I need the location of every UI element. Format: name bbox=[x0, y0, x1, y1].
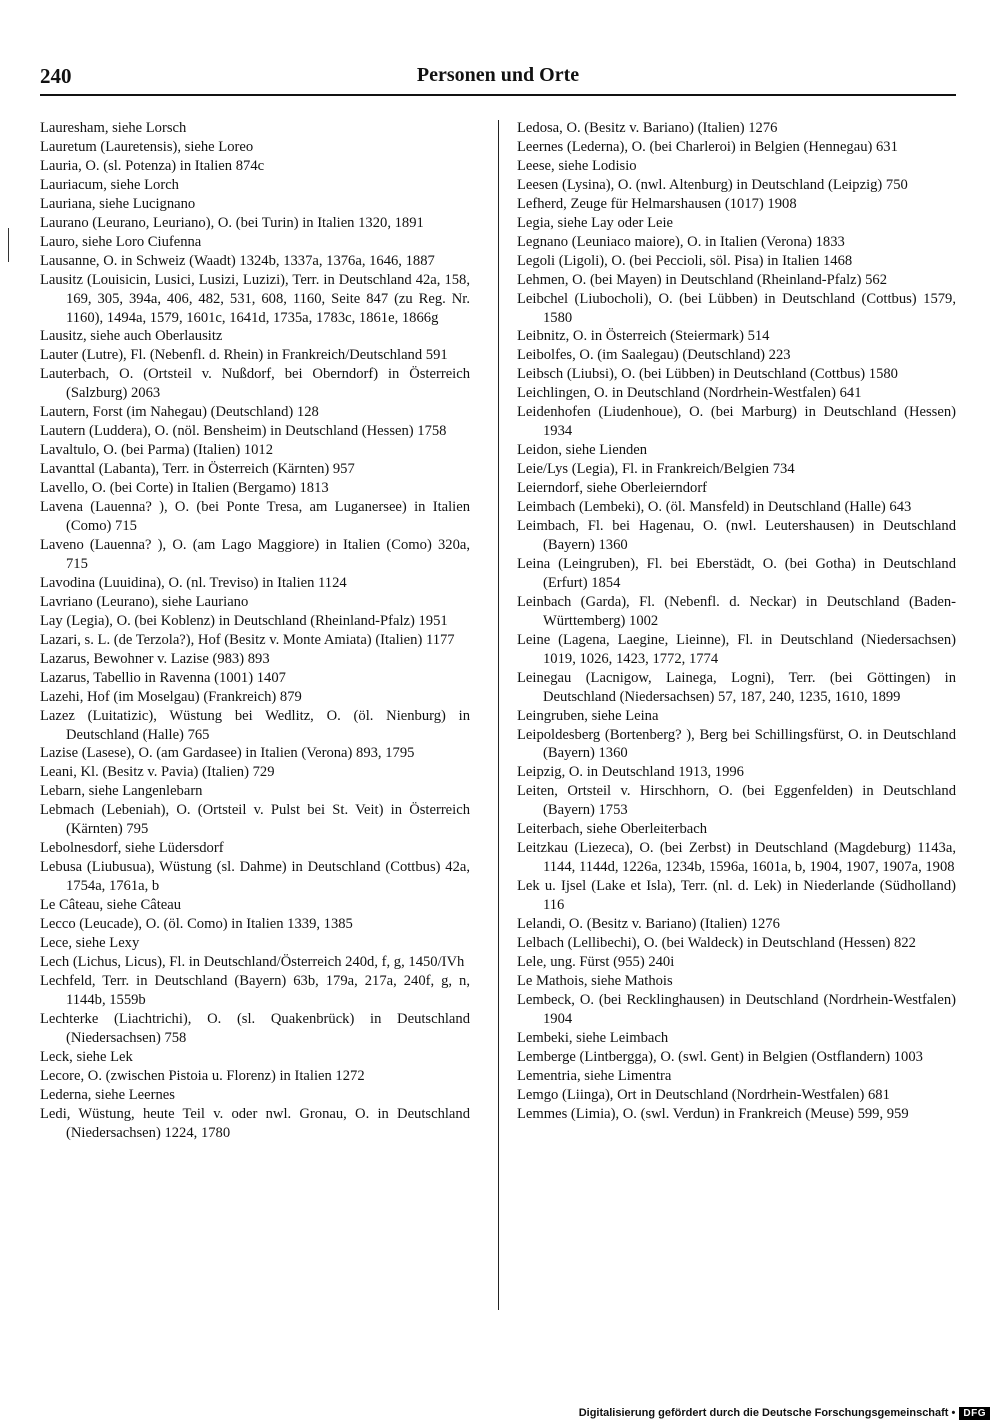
index-entry: Leimbach (Lembeki), O. (öl. Mansfeld) in Deutschland (Halle) 643 bbox=[517, 499, 912, 516]
footer bbox=[579, 1406, 990, 1420]
index-entry: Leernes (Lederna), O. (bei Charleroi) in Belgien (Hennegau) 631 bbox=[517, 138, 898, 155]
index-entry: Lauretum (Lauretensis), siehe Loreo bbox=[40, 138, 254, 155]
index-entry: Lech (Lichus, Licus), Fl. in Deutschland/Österreich 240d, f, g, 1450/IVh bbox=[40, 953, 465, 970]
index-entry: Lazez (Luitatizic), Wüstung bei Wedlitz, O. (öl. Nienburg) in Deutschland (Halle) 765 bbox=[40, 707, 470, 743]
index-entry: Lazarus, Tabellio in Ravenna (1001) 1407 bbox=[40, 669, 286, 686]
index-entry: Lemberge (Lintbergga), O. (swl. Gent) in Belgien (Ostflandern) 1003 bbox=[517, 1048, 923, 1065]
index-entry: Leinegau (Lacnigow, Lainega, Logni), Terr. (bei Göttingen) in Deutschland (Niedersachsen) 57, 187, 240, 1235, 1610, 1899 bbox=[517, 669, 956, 705]
index-entry: Lauriana, siehe Lucignano bbox=[40, 195, 196, 212]
index-entry: Leingruben, siehe Leina bbox=[517, 707, 659, 724]
index-entry: Leichlingen, O. in Deutschland (Nordrhein-Westfalen) 641 bbox=[517, 385, 862, 402]
index-entry: Lauter (Lutre), Fl. (Nebenfl. d. Rhein) in Frankreich/Deutschland 591 bbox=[40, 347, 448, 364]
left-column bbox=[40, 119, 470, 1142]
index-entry: Lazehi, Hof (im Moselgau) (Frankreich) 879 bbox=[40, 688, 302, 705]
index-entry: Lautern (Luddera), O. (nöl. Bensheim) in Deutschland (Hessen) 1758 bbox=[40, 423, 447, 440]
index-entry: Leie/Lys (Legia), Fl. in Frankreich/Belgien 734 bbox=[517, 461, 795, 478]
index-entry: Le Mathois, siehe Mathois bbox=[517, 972, 673, 989]
index-entry: Lavodina (Luuidina), O. (nl. Treviso) in Italien 1124 bbox=[40, 574, 347, 591]
index-entry: Leiterbach, siehe Oberleiterbach bbox=[517, 821, 708, 838]
index-entry: Lechterke (Liachtrichi), O. (sl. Quakenbrück) in Deutschland (Niedersachsen) 758 bbox=[40, 1010, 470, 1046]
index-entry: Lemmes (Limia), O. (swl. Verdun) in Frankreich (Meuse) 599, 959 bbox=[517, 1105, 909, 1122]
index-entry: Lay (Legia), O. (bei Koblenz) in Deutschland (Rheinland-Pfalz) 1951 bbox=[40, 612, 448, 629]
right-column bbox=[517, 119, 956, 1124]
index-entry: Leina (Leingruben), Fl. bei Eberstädt, O. (bei Gotha) in Deutschland (Erfurt) 1854 bbox=[517, 555, 956, 591]
index-entry: Legia, siehe Lay oder Leie bbox=[517, 214, 673, 231]
index-entry: Lazarus, Bewohner v. Lazise (983) 893 bbox=[40, 650, 270, 667]
index-entry: Leibnitz, O. in Österreich (Steiermark) 514 bbox=[517, 328, 770, 345]
index-entry: Lavanttal (Labanta), Terr. in Österreich (Kärnten) 957 bbox=[40, 461, 355, 478]
index-entry: Leimbach, Fl. bei Hagenau, O. (nwl. Leutershausen) in Deutschland (Bayern) 1360 bbox=[517, 518, 956, 553]
index-entry: Ledi, Wüstung, heute Teil v. oder nwl. Gronau, O. in Deutschland (Niedersachsen) 1224, 1780 bbox=[40, 1105, 470, 1141]
index-entry: Laveno (Lauenna? ), O. (am Lago Maggiore) in Italien (Como) 320a, 715 bbox=[40, 536, 470, 572]
index-entry: Lebarn, siehe Langenlebarn bbox=[40, 783, 203, 800]
index-entry: Leibsch (Liubsi), O. (bei Lübben) in Deutschland (Cottbus) 1580 bbox=[517, 366, 898, 383]
index-entry: Lelbach (Lellibechi), O. (bei Waldeck) in Deutschland (Hessen) 822 bbox=[517, 934, 916, 951]
index-entry: Lauterbach, O. (Ortsteil v. Nußdorf, bei Oberndorf) in Österreich (Salzburg) 2063 bbox=[40, 366, 470, 402]
index-entry: Lefherd, Zeuge für Helmarshausen (1017) 1908 bbox=[517, 195, 797, 212]
index-entry: Lederna, siehe Leernes bbox=[40, 1086, 175, 1103]
index-entry: Lelandi, O. (Besitz v. Bariano) (Italien) 1276 bbox=[517, 916, 780, 933]
index-entry: Lembeck, O. (bei Recklinghausen) in Deutschland (Nordrhein-Westfalen) 1904 bbox=[517, 991, 956, 1027]
index-entry: Lehmen, O. (bei Mayen) in Deutschland (Rheinland-Pfalz) 562 bbox=[517, 271, 888, 288]
running-title: Personen und Orte bbox=[416, 64, 580, 86]
index-entry: Leipzig, O. in Deutschland 1913, 1996 bbox=[517, 764, 744, 781]
index-entry: Lementria, siehe Limentra bbox=[517, 1067, 672, 1084]
margin-mark bbox=[8, 228, 9, 262]
index-entry: Lembeki, siehe Leimbach bbox=[517, 1029, 669, 1046]
index-entry: Le Câteau, siehe Câteau bbox=[40, 897, 182, 914]
index-entry: Lavriano (Leurano), siehe Lauriano bbox=[40, 593, 249, 610]
index-entry: Lebolnesdorf, siehe Lüdersdorf bbox=[40, 840, 224, 857]
index-entry: Lece, siehe Lexy bbox=[40, 934, 140, 951]
index-entry: Lazise (Lasese), O. (am Gardasee) in Italien (Verona) 893, 1795 bbox=[40, 745, 415, 762]
index-entry: Leese, siehe Lodisio bbox=[517, 157, 637, 174]
index-entry: Lauresham, siehe Lorsch bbox=[40, 120, 187, 136]
index-entry: Lavello, O. (bei Corte) in Italien (Bergamo) 1813 bbox=[40, 480, 329, 497]
dfg-logo: DFG bbox=[959, 1407, 990, 1420]
index-entry: Lavena (Lauenna? ), O. (bei Ponte Tresa, am Luganersee) in Italien (Como) 715 bbox=[40, 499, 470, 535]
index-entry: Lechfeld, Terr. in Deutschland (Bayern) 63b, 179a, 217a, 240f, g, n, 1144b, 1559b bbox=[40, 972, 470, 1008]
index-entry: Leck, siehe Lek bbox=[40, 1048, 133, 1065]
index-entry: Lauriacum, siehe Lorch bbox=[40, 176, 179, 193]
index-entry: Lek u. Ijsel (Lake et Isla), Terr. (nl. d. Lek) in Niederlande (Südholland) 116 bbox=[517, 878, 956, 914]
index-entry: Lemgo (Liinga), Ort in Deutschland (Nordrhein-Westfalen) 681 bbox=[517, 1086, 890, 1103]
index-entry: Lavaltulo, O. (bei Parma) (Italien) 1012 bbox=[40, 442, 274, 459]
index-entry: Lauria, O. (sl. Potenza) in Italien 874c bbox=[40, 157, 265, 174]
index-entry: Leidon, siehe Lienden bbox=[517, 442, 648, 459]
index-entry: Leesen (Lysina), O. (nwl. Altenburg) in Deutschland (Leipzig) 750 bbox=[517, 176, 908, 193]
index-entry: Lautern, Forst (im Nahegau) (Deutschland) 128 bbox=[40, 404, 319, 421]
index-entry: Leibolfes, O. (im Saalegau) (Deutschland) 223 bbox=[517, 347, 791, 364]
index-entry: Lazari, s. L. (de Terzola?), Hof (Besitz v. Monte Amiata) (Italien) 1177 bbox=[40, 631, 455, 648]
index-entry: Lecore, O. (zwischen Pistoia u. Florenz) in Italien 1272 bbox=[40, 1067, 365, 1084]
index-entry: Lausitz, siehe auch Oberlausitz bbox=[40, 328, 223, 345]
index-entry: Ledosa, O. (Besitz v. Bariano) (Italien) 1276 bbox=[517, 120, 778, 136]
index-entry: Leipoldesberg (Bortenberg? ), Berg bei Schillingsfürst, O. in Deutschland (Bayern) 1360 bbox=[517, 726, 956, 762]
index-entry: Lele, ung. Fürst (955) 240i bbox=[517, 953, 675, 970]
index-entry: Lebusa (Liubusua), Wüstung (sl. Dahme) in Deutschland (Cottbus) 42a, 1754a, 1761a, b bbox=[40, 859, 470, 895]
index-entry: Lebmach (Lebeniah), O. (Ortsteil v. Pulst bei St. Veit) in Österreich (Kärnten) 795 bbox=[40, 802, 470, 838]
index-entry: Lauro, siehe Loro Ciufenna bbox=[40, 233, 202, 250]
index-entry: Leidenhofen (Liudenhoue), O. (bei Marburg) in Deutschland (Hessen) 1934 bbox=[517, 404, 956, 440]
index-entry: Lausitz (Louisicin, Lusici, Lusizi, Luzizi), Terr. in Deutschland 42a, 158, 169, 305, 394a, 406, 482, 531, 608, 1160, Seite 847 (zu Reg. Nr. 1160), 1494a, 1579, 1601c, 1641d, 1735a, 1783c, 1861e, 1866g bbox=[40, 271, 470, 326]
page-number: 240 bbox=[40, 64, 72, 88]
index-entry: Laurano (Leurano, Leuriano), O. (bei Turin) in Italien 1320, 1891 bbox=[40, 214, 424, 231]
page-header bbox=[40, 64, 956, 96]
index-entry: Leiten, Ortsteil v. Hirschhorn, O. (bei Eggenfelden) in Deutschland (Bayern) 1753 bbox=[517, 783, 956, 819]
index-entry: Leani, Kl. (Besitz v. Pavia) (Italien) 729 bbox=[40, 764, 275, 781]
funding-note: Digitalisierung gefördert durch die Deutsche Forschungsgemeinschaft • bbox=[578, 1407, 956, 1419]
index-entry: Leine (Lagena, Laegine, Lieinne), Fl. in Deutschland (Niedersachsen) 1019, 1026, 1423, 1772, 1774 bbox=[517, 631, 956, 667]
index-entry: Legoli (Ligoli), O. (bei Peccioli, söl. Pisa) in Italien 1468 bbox=[517, 252, 853, 269]
index-entry: Legnano (Leuniaco maiore), O. in Italien (Verona) 1833 bbox=[517, 233, 845, 250]
index-entry: Leitzkau (Liezeca), O. (bei Zerbst) in Deutschland (Magdeburg) 1143a, 1144, 1144d, 1226a, 1234b, 1596a, 1601a, b, 1904, 1907, 1907a, 1908 bbox=[517, 840, 956, 876]
index-entry: Leinbach (Garda), Fl. (Nebenfl. d. Neckar) in Deutschland (Baden-Württemberg) 1002 bbox=[517, 593, 956, 629]
index-entry: Lecco (Leucade), O. (öl. Como) in Italien 1339, 1385 bbox=[40, 916, 353, 933]
index-entry: Lausanne, O. in Schweiz (Waadt) 1324b, 1337a, 1376a, 1646, 1887 bbox=[40, 252, 435, 269]
index-entry: Leibchel (Liubocholi), O. (bei Lübben) in Deutschland (Cottbus) 1579, 1580 bbox=[517, 290, 956, 326]
column-divider bbox=[498, 120, 499, 1310]
index-entry: Leierndorf, siehe Oberleierndorf bbox=[517, 480, 708, 497]
